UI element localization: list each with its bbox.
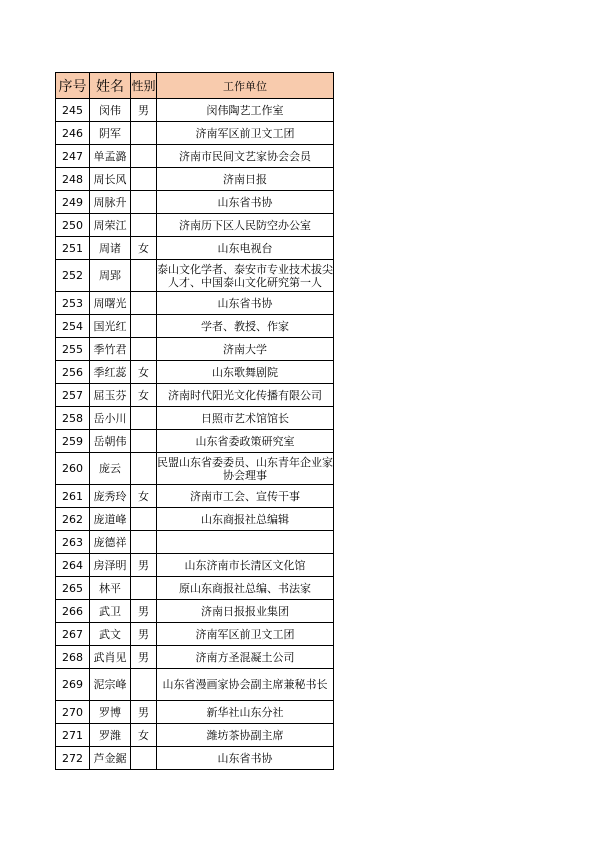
row-name: 芦金鋸: [90, 747, 131, 770]
row-gender: [131, 531, 157, 554]
row-org: 民盟山东省委委员、山东青年企业家协会理事: [157, 453, 334, 485]
row-index: 258: [56, 407, 90, 430]
row-index: 245: [56, 99, 90, 122]
row-index: 254: [56, 315, 90, 338]
row-gender: 男: [131, 646, 157, 669]
table-row: [56, 260, 334, 292]
row-index: 248: [56, 168, 90, 191]
row-gender: [131, 122, 157, 145]
table-row: [56, 191, 334, 214]
row-index: 253: [56, 292, 90, 315]
row-name: 罗博: [90, 701, 131, 724]
row-index: 269: [56, 669, 90, 701]
row-name: 庞德祥: [90, 531, 131, 554]
row-index: 249: [56, 191, 90, 214]
row-gender: 男: [131, 554, 157, 577]
row-gender: 女: [131, 724, 157, 747]
table-row: [56, 554, 334, 577]
row-index: 264: [56, 554, 90, 577]
row-org: 闵伟陶艺工作室: [157, 99, 334, 122]
table-row: [56, 485, 334, 508]
table-row: [56, 701, 334, 724]
row-name: 周诸: [90, 237, 131, 260]
row-name: 庞云: [90, 453, 131, 485]
table-row: [56, 99, 334, 122]
row-name: 阴军: [90, 122, 131, 145]
row-gender: 男: [131, 623, 157, 646]
row-gender: 女: [131, 237, 157, 260]
row-index: 247: [56, 145, 90, 168]
row-gender: [131, 260, 157, 292]
header-index: 序号: [56, 73, 90, 99]
row-name: 国光红: [90, 315, 131, 338]
row-name: 周郢: [90, 260, 131, 292]
row-index: 267: [56, 623, 90, 646]
table-row: [56, 531, 334, 554]
row-index: 261: [56, 485, 90, 508]
header-name: 姓名: [90, 73, 131, 99]
row-gender: [131, 453, 157, 485]
row-name: 庞秀玲: [90, 485, 131, 508]
row-index: 266: [56, 600, 90, 623]
row-index: 262: [56, 508, 90, 531]
table-row: [56, 145, 334, 168]
table-row: [56, 453, 334, 485]
row-org: 山东商报社总编辑: [157, 508, 334, 531]
row-name: 武文: [90, 623, 131, 646]
row-index: 250: [56, 214, 90, 237]
row-name: 季竹君: [90, 338, 131, 361]
row-name: 庞道峰: [90, 508, 131, 531]
row-index: 255: [56, 338, 90, 361]
table-row: [56, 315, 334, 338]
row-index: 259: [56, 430, 90, 453]
row-org: 济南时代阳光文化传播有限公司: [157, 384, 334, 407]
row-gender: [131, 747, 157, 770]
row-name: 岳朝伟: [90, 430, 131, 453]
row-gender: [131, 508, 157, 531]
row-org: 济南大学: [157, 338, 334, 361]
row-org: 济南军区前卫文工团: [157, 122, 334, 145]
table-row: [56, 508, 334, 531]
table-row: [56, 646, 334, 669]
row-org: 山东电视台: [157, 237, 334, 260]
row-index: 272: [56, 747, 90, 770]
row-org: 山东歌舞剧院: [157, 361, 334, 384]
row-name: 周长风: [90, 168, 131, 191]
row-gender: [131, 191, 157, 214]
row-org: 日照市艺术馆馆长: [157, 407, 334, 430]
table-row: [56, 407, 334, 430]
row-gender: 女: [131, 361, 157, 384]
table-row: [56, 361, 334, 384]
table-row: [56, 600, 334, 623]
header-row: [56, 73, 334, 99]
row-gender: 女: [131, 384, 157, 407]
row-name: 周荣江: [90, 214, 131, 237]
row-gender: [131, 145, 157, 168]
table-row: [56, 669, 334, 701]
row-name: 林平: [90, 577, 131, 600]
row-org: 济南市民间文艺家协会会员: [157, 145, 334, 168]
row-gender: [131, 292, 157, 315]
row-name: 屈玉芬: [90, 384, 131, 407]
row-name: 泥宗峰: [90, 669, 131, 701]
row-org: 学者、教授、作家: [157, 315, 334, 338]
row-org: 泰山文化学者、泰安市专业技术拔尖人才、中国泰山文化研究第一人: [157, 260, 334, 292]
table-row: [56, 623, 334, 646]
table-row: [56, 430, 334, 453]
row-org: 山东省漫画家协会副主席兼秘书长: [157, 669, 334, 701]
table-row: [56, 237, 334, 260]
row-org: 济南方圣混凝土公司: [157, 646, 334, 669]
row-index: 265: [56, 577, 90, 600]
row-org: 新华社山东分社: [157, 701, 334, 724]
row-gender: [131, 214, 157, 237]
row-name: 周脉升: [90, 191, 131, 214]
row-gender: [131, 577, 157, 600]
row-name: 武肖见: [90, 646, 131, 669]
row-index: 260: [56, 453, 90, 485]
row-index: 251: [56, 237, 90, 260]
row-gender: [131, 315, 157, 338]
row-gender: [131, 669, 157, 701]
row-name: 闵伟: [90, 99, 131, 122]
row-gender: 女: [131, 485, 157, 508]
row-index: 256: [56, 361, 90, 384]
row-org: 济南历下区人民防空办公室: [157, 214, 334, 237]
row-gender: 男: [131, 701, 157, 724]
header-org: 工作单位: [157, 73, 334, 99]
table-row: [56, 168, 334, 191]
row-index: 257: [56, 384, 90, 407]
row-name: 岳小川: [90, 407, 131, 430]
table-row: [56, 122, 334, 145]
row-index: 252: [56, 260, 90, 292]
row-org: 山东省书协: [157, 292, 334, 315]
row-name: 罗潍: [90, 724, 131, 747]
row-name: 单孟潞: [90, 145, 131, 168]
row-name: 周曙光: [90, 292, 131, 315]
row-gender: 男: [131, 600, 157, 623]
row-gender: 男: [131, 99, 157, 122]
row-name: 房泽明: [90, 554, 131, 577]
header-gender: 性别: [131, 73, 157, 99]
row-gender: [131, 168, 157, 191]
row-org: 济南日报: [157, 168, 334, 191]
row-index: 268: [56, 646, 90, 669]
table-row: [56, 214, 334, 237]
row-name: 武卫: [90, 600, 131, 623]
row-org: 济南日报报业集团: [157, 600, 334, 623]
row-index: 246: [56, 122, 90, 145]
table-row: [56, 292, 334, 315]
table-row: [56, 724, 334, 747]
row-index: 270: [56, 701, 90, 724]
row-org: 山东省书协: [157, 747, 334, 770]
row-gender: [131, 338, 157, 361]
row-gender: [131, 430, 157, 453]
row-gender: [131, 407, 157, 430]
table-row: [56, 747, 334, 770]
row-org: 济南市工会、宣传干事: [157, 485, 334, 508]
row-org: 山东省委政策研究室: [157, 430, 334, 453]
row-org: 潍坊茶协副主席: [157, 724, 334, 747]
table-row: [56, 338, 334, 361]
row-org: [157, 531, 334, 554]
row-name: 季红蕊: [90, 361, 131, 384]
row-index: 271: [56, 724, 90, 747]
row-org: 山东省书协: [157, 191, 334, 214]
row-org: 原山东商报社总编、书法家: [157, 577, 334, 600]
row-index: 263: [56, 531, 90, 554]
table-row: [56, 577, 334, 600]
row-org: 山东济南市长清区文化馆: [157, 554, 334, 577]
table-row: [56, 384, 334, 407]
roster-table: [55, 72, 334, 770]
row-org: 济南军区前卫文工团: [157, 623, 334, 646]
